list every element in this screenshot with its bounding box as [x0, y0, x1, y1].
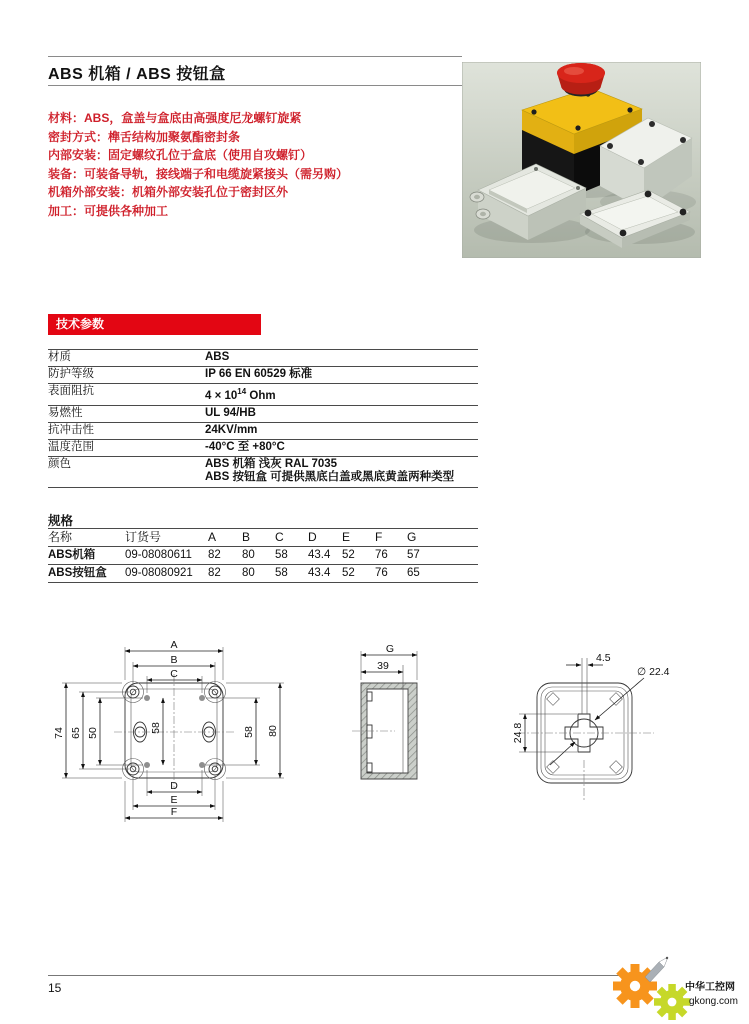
spec-header-cell: A: [208, 530, 217, 544]
dim-label-c: C: [170, 668, 178, 680]
footer-rule: [48, 975, 620, 976]
dim-label-58-right: 58: [243, 726, 255, 738]
latch-details: [367, 692, 372, 772]
tech-row-label: 材质: [48, 351, 71, 363]
tech-row: [48, 439, 478, 456]
tech-row-label: 表面阻抗: [48, 385, 94, 397]
header-rule-top: [48, 56, 462, 57]
tech-row-value: $4 \times 10^{14}$ Ohm: [205, 387, 276, 402]
tech-row-value: ABS 机箱 浅灰 RAL 7035 ABS 按钮盒 可提供黑底白盖或黑底黄盖两种类型: [205, 457, 455, 483]
spec-cell: 58: [275, 567, 288, 579]
dim-label-d: D: [170, 780, 178, 792]
dim-label-f: F: [170, 806, 178, 818]
spec-cell: 52: [342, 567, 355, 579]
tech-row-value: ABS: [205, 351, 230, 363]
feature-line: 机箱外部安装：机箱外部安装孔位于密封区外: [48, 185, 289, 199]
dim-label-65: 65: [70, 727, 82, 739]
tech-row-value: IP 66 EN 60529 标准: [205, 368, 313, 380]
diagram-side-section: [350, 640, 465, 820]
tech-params-table: [48, 349, 478, 488]
spec-cell: 52: [342, 549, 355, 561]
dim-label-80: 80: [267, 725, 279, 737]
tech-row: [48, 456, 478, 488]
spec-cell: 57: [407, 549, 420, 561]
spec-cell: 43.4: [308, 567, 331, 579]
spec-header-cell: G: [407, 530, 417, 544]
diagram-bottom-view: [52, 640, 332, 860]
spec-cell: 43.4: [308, 549, 331, 561]
dim-label-24-8: 24.8: [512, 722, 524, 744]
tech-row-value: 24KV/mm: [205, 423, 258, 436]
dim-label-50: 50: [87, 727, 99, 739]
spec-header-cell: 订货号: [125, 530, 162, 544]
page-title: ABS 机箱 / ABS 按钮盒: [48, 66, 226, 83]
tech-row: [48, 383, 478, 405]
spec-cell-name: ABS机箱: [48, 549, 96, 561]
gkong-logo: [589, 940, 749, 1024]
dim-label-58-inner: 58: [150, 722, 162, 734]
feature-line: 材料：ABS，盒盖与盒底由高强度尼龙螺钉旋紧: [48, 111, 302, 125]
spec-header-cell: F: [375, 530, 383, 544]
feature-line: 密封方式：榫舌结构加聚氨酯密封条: [48, 129, 241, 144]
spec-cell: 76: [375, 567, 388, 579]
tech-row: [48, 366, 478, 383]
spec-cell-order-no: 09-08080921: [125, 567, 193, 579]
tech-row: [48, 422, 478, 439]
tech-row-value: UL 94/HB: [205, 406, 256, 419]
logo-title: 中华工控网: [685, 982, 735, 993]
dim-label-74: 74: [53, 727, 65, 739]
spec-cell: 80: [242, 567, 255, 579]
spec-header-cell: C: [275, 530, 284, 544]
tech-row-label: 抗冲击性: [48, 423, 94, 436]
dim-label-e: E: [170, 794, 178, 806]
feature-line: 内部安装：固定螺纹孔位于盒底（使用自攻螺钉）: [48, 148, 313, 162]
spec-row: [48, 565, 478, 583]
dim-label-a: A: [170, 640, 178, 651]
spec-cell: 76: [375, 549, 388, 561]
feature-line: 加工：可提供各种加工: [48, 203, 169, 218]
spec-table: [48, 528, 478, 583]
tech-row-label: 防护等级: [48, 368, 94, 380]
dim-label-g: G: [385, 643, 395, 655]
product-photo: [462, 62, 701, 258]
spec-row: [48, 547, 478, 565]
tech-row-value: -40°C 至 +80°C: [205, 440, 285, 453]
spec-title: 规格: [48, 514, 74, 528]
page-number: 15: [48, 981, 62, 995]
spec-cell-order-no: 09-08080611: [125, 549, 192, 561]
logo-domain: gkong.com: [689, 996, 738, 1007]
tech-row-label: 温度范围: [48, 440, 94, 453]
dim-label-39: 39: [377, 660, 389, 672]
header-rule-bottom: [48, 85, 462, 86]
spec-header-cell: 名称: [48, 530, 73, 544]
tech-row-label: 颜色: [48, 457, 71, 470]
feature-list: [48, 109, 458, 220]
tech-row: [48, 405, 478, 422]
gear-icon: [613, 964, 657, 1008]
spec-cell: 65: [407, 567, 420, 579]
spec-cell: 82: [208, 567, 221, 579]
spec-header-row: [48, 528, 478, 547]
dim-label-4-5: 4.5: [596, 652, 611, 664]
spec-header-cell: E: [342, 530, 351, 544]
spec-cell-name: ABS按钮盒: [48, 567, 107, 579]
diagram-top-view: [492, 640, 717, 855]
tech-row-label: 易燃性: [48, 406, 83, 419]
dim-label-b: B: [170, 654, 178, 666]
tech-params-header: 技术参数: [48, 314, 261, 335]
spec-header-cell: D: [308, 530, 317, 544]
dim-label-diameter: ∅ 22.4: [637, 666, 670, 678]
spec-cell: 82: [208, 549, 221, 561]
spec-cell: 58: [275, 549, 288, 561]
feature-line: 装备：可装备导轨，接线端子和电缆旋紧接头（需另购）: [48, 166, 349, 181]
exponent: 14: [237, 387, 247, 396]
spec-header-cell: B: [242, 530, 251, 544]
spec-cell: 80: [242, 549, 255, 561]
tech-row: [48, 349, 478, 366]
